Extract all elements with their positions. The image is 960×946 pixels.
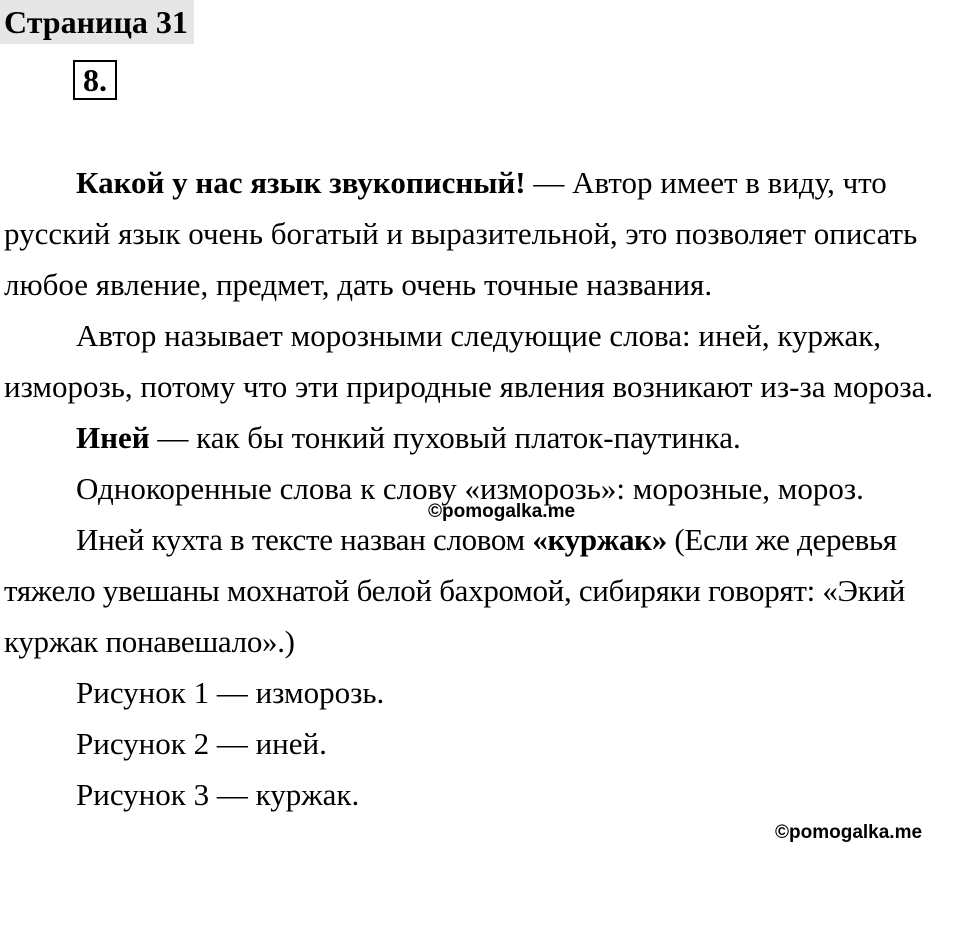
watermark: ©pomogalka.me xyxy=(428,501,576,522)
paragraph-text: — как бы тонкий пуховый платок-паутинка. xyxy=(149,420,741,455)
paragraph-2 xyxy=(4,310,960,412)
bold-term: «куржак» xyxy=(532,522,667,557)
figure-caption-2: Рисунок 2 — иней. xyxy=(76,726,327,761)
paragraph-text: — Автор имеет в виду, что русский язык очень богатый и выразительной, это позволяет описать любое явление, предмет, дать очень точные названия. xyxy=(4,165,918,302)
bold-phrase: Какой у нас язык звукописный! xyxy=(76,165,526,200)
figure-caption-3: Рисунок 3 — куржак. xyxy=(76,777,360,812)
task-number-box: 8. xyxy=(73,60,117,100)
paragraph-text: Иней кухта в тексте назван словом xyxy=(76,522,533,557)
watermark: ©pomogalka.me xyxy=(775,822,923,843)
paragraph-text: Автор называет морозными следующие слова: иней, куржак, изморозь, потому что эти природные явления возникают из-за мороза. xyxy=(4,318,934,404)
bold-term: Иней xyxy=(76,420,150,455)
answer-text xyxy=(4,157,960,820)
paragraph-1 xyxy=(4,157,960,310)
figure-caption-1: Рисунок 1 — изморозь. xyxy=(76,675,385,710)
paragraph-text: Однокоренные слова к слову «изморозь»: морозные, мороз. xyxy=(76,471,864,506)
page-title: Страница 31 xyxy=(0,0,194,44)
paragraph-5 xyxy=(4,514,960,667)
paragraph-3 xyxy=(4,412,960,463)
paragraph-text: (Если же деревья тяжело увешаны мохнатой белой бахромой, сибиряки говорят: «Экий куржак понавешало».) xyxy=(4,522,906,659)
